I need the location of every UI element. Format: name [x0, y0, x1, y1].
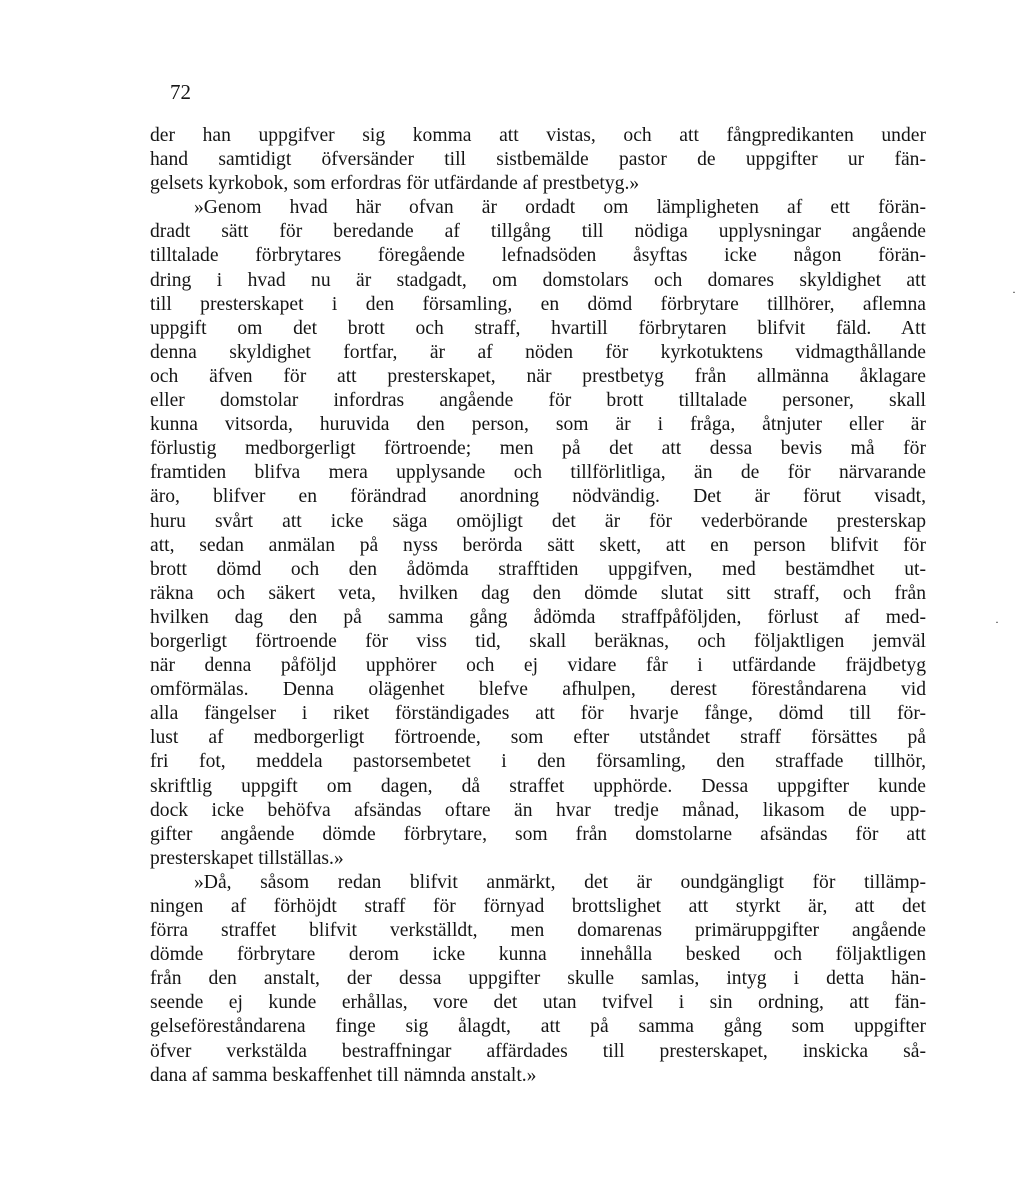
text-line: från den anstalt, der dessa uppgifter skulle samlas, intyg i detta hän- [150, 968, 926, 990]
text-line: ningen af förhöjdt straff för förnyad brottslighet att styrkt är, att det [150, 896, 926, 917]
text-line: hand samtidigt öfversänder till sistbemälde pastor de uppgifter ur fän- [150, 149, 926, 171]
text-line: framtiden blifva mera upplysande och tillförlitliga, än de för närvarande [150, 462, 926, 484]
text-line: presterskapet tillställas.» [150, 847, 344, 869]
text-line: »Genom hvad här ofvan är ordadt om lämpligheten af ett förän- [194, 197, 926, 219]
text-line: skriftlig uppgift om dagen, då straffet upphörde. Dessa uppgifter kunde [150, 775, 926, 797]
text-line: dock icke behöfva afsändas oftare än hvar tredje månad, likasom de upp- [150, 799, 926, 821]
text-line: räkna och säkert veta, hvilken dag den dömde slutat sitt straff, och från [150, 582, 926, 604]
text-line: gelsets kyrkobok, som erfordras för utfärdande af prestbetyg.» [150, 173, 640, 195]
text-line: »Då, såsom redan blifvit anmärkt, det är oundgängligt för tillämp- [194, 871, 926, 893]
page-number: 72 [170, 80, 191, 104]
margin-mark: · [1012, 285, 1016, 299]
text-line: äro, blifver en förändrad anordning nödvändig. Det är förut visadt, [150, 486, 926, 508]
text-line: hvilken dag den på samma gång ådömda straffpåföljden, förlust af med- [150, 606, 926, 628]
text-line: brott dömd och den ådömda strafftiden uppgifven, med bestämdhet ut- [150, 558, 926, 580]
text-line: kunna vitsorda, huruvida den person, som är i fråga, åtnjuter eller är [150, 414, 926, 436]
text-line: fri fot, meddela pastorsembetet i den församling, den straffade tillhör, [150, 751, 926, 773]
text-line: tilltalade förbrytares föregående lefnadsöden åsyftas icke någon förän- [150, 245, 926, 267]
text-line: och äfven för att presterskapet, när prestbetyg från allmänna åklagare [150, 365, 926, 387]
text-line: seende ej kunde erhållas, vore det utan tvifvel i sin ordning, att fän- [150, 992, 926, 1014]
text-line: dömde förbrytare derom icke kunna innehålla besked och följaktligen [150, 944, 926, 966]
text-line: att, sedan anmälan på nyss berörda sätt skett, att en person blifvit för [150, 534, 926, 556]
text-line: öfver verkstälda bestraffningar affärdades till presterskapet, inskicka så- [150, 1040, 926, 1062]
text-line: huru svårt att icke säga omöjligt det är för vederbörande presterskap [150, 510, 926, 532]
text-line: lust af medborgerligt förtroende, som efter utståndet straff försättes på [150, 727, 926, 749]
text-line: alla fängelser i riket förständigades att för hvarje fånge, dömd till för- [150, 703, 926, 725]
text-line: förra straffet blifvit verkställdt, men domarenas primäruppgifter angående [150, 920, 926, 942]
text-line: gifter angående dömde förbrytare, som från domstolarne afsändas för att [150, 823, 926, 845]
text-line: omförmälas. Denna olägenhet blefve afhulpen, derest föreståndarena vid [150, 679, 926, 701]
text-line: gelseföreståndarena finge sig ålagdt, att på samma gång som uppgifter [150, 1016, 926, 1038]
body-text [150, 124, 926, 1088]
text-line: denna skyldighet fortfar, är af nöden för kyrkotuktens vidmagthållande [150, 341, 926, 363]
text-line: dradt sätt för beredande af tillgång till nödiga upplysningar angående [150, 221, 926, 243]
text-line: när denna påföljd upphörer och ej vidare får i utfärdande fräjdbetyg [150, 655, 926, 677]
text-line: eller domstolar infordras angående för brott tilltalade personer, skall [150, 390, 926, 412]
text-line: förlustig medborgerligt förtroende; men på det att dessa bevis må för [150, 438, 926, 460]
text-line: dana af samma beskaffenhet till nämnda anstalt.» [150, 1064, 537, 1086]
text-line: uppgift om det brott och straff, hvartill förbrytaren blifvit fäld. Att [150, 317, 926, 339]
text-line: borgerligt förtroende för viss tid, skall beräknas, och följaktligen jemväl [150, 630, 926, 652]
margin-mark: · [995, 615, 999, 629]
text-line: der han uppgifver sig komma att vistas, och att fångpredikanten under [150, 125, 926, 146]
text-line: till presterskapet i den församling, en dömd förbrytare tillhörer, aflemna [150, 293, 926, 315]
text-line: dring i hvad nu är stadgadt, om domstolars och domares skyldighet att [150, 269, 926, 291]
